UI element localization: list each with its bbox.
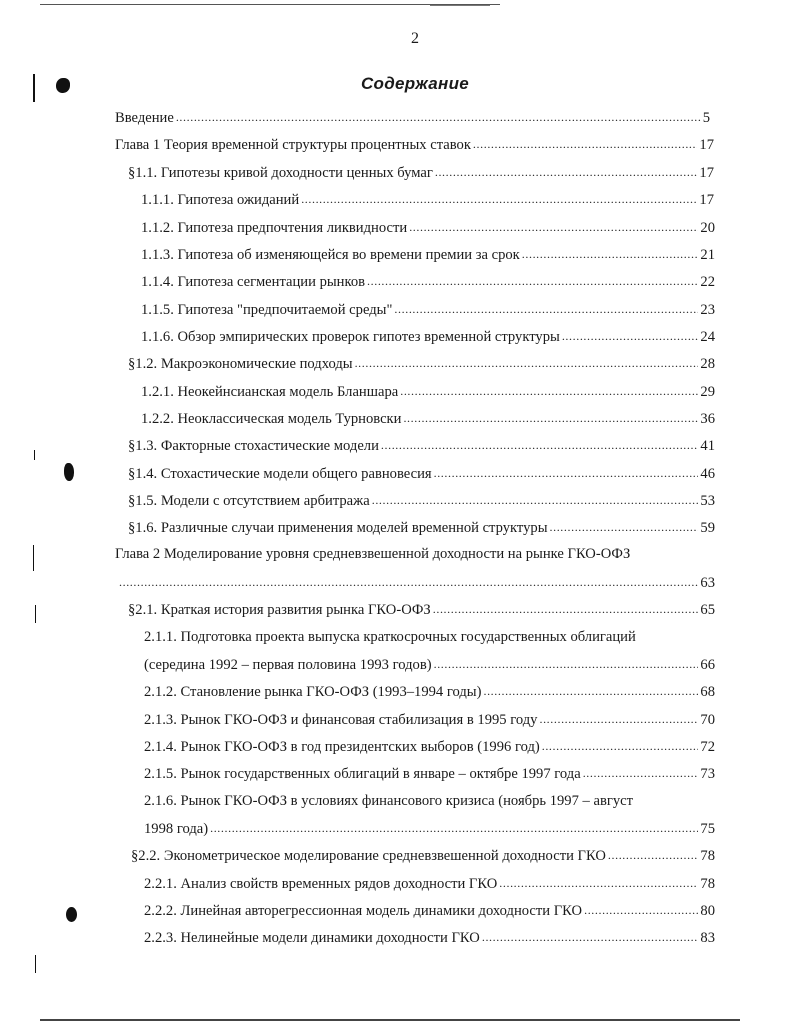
- scan-margin-line: [35, 955, 36, 973]
- toc-entry-label: 2.1.5. Рынок государственных облигаций в январе – октябре 1997 года: [144, 766, 581, 782]
- toc-leader-dots: [562, 327, 699, 341]
- toc-entry: [144, 737, 715, 756]
- toc-leader-dots: [434, 655, 699, 669]
- toc-entry-label: 2.2.2. Линейная авторегрессионная модель динамики доходности ГКО: [144, 903, 583, 919]
- toc-entry-label: 2.1.1. Подготовка проекта выпуска краткосрочных государственных облигаций: [144, 629, 636, 645]
- toc-entry: [128, 464, 715, 483]
- page-number: 2: [411, 30, 419, 47]
- toc-entry-label: 1.1.2. Гипотеза предпочтения ликвидности: [141, 220, 408, 236]
- toc-leader-dots: [435, 163, 698, 177]
- scan-margin-line: [35, 605, 36, 623]
- toc-entry: [128, 436, 715, 455]
- toc-entry-page: 73: [700, 766, 715, 782]
- toc-entry-label: 2.1.3. Рынок ГКО-ОФЗ и финансовая стабилизация в 1995 году: [144, 712, 538, 728]
- toc-entry-page: 41: [700, 438, 715, 454]
- toc-leader-dots: [584, 901, 698, 915]
- toc-entry-page: 68: [700, 684, 715, 700]
- toc-entry-label: §1.1. Гипотезы кривой доходности ценных бумаг: [128, 165, 433, 181]
- toc-entry-page: 21: [700, 247, 715, 263]
- toc-entry: [144, 655, 715, 674]
- toc-entry-page: 72: [700, 739, 715, 755]
- toc-entry: [141, 382, 715, 401]
- toc-entry-label: §1.6. Различные случаи применения моделей временной структуры: [128, 520, 548, 536]
- toc-leader-dots: [381, 436, 699, 450]
- toc-entry-page: 22: [700, 274, 715, 290]
- toc-entry: [141, 245, 715, 264]
- toc-leader-dots: [499, 874, 698, 888]
- toc-entry: [128, 600, 715, 619]
- toc-entry-label-continuation: 1998 года): [144, 821, 209, 837]
- toc-entry: [144, 928, 715, 947]
- toc-entry-label: Глава 1 Теория временной структуры процентных ставок: [115, 137, 471, 153]
- toc-entry-label: 2.1.2. Становление рынка ГКО-ОФЗ (1993–1994 годы): [144, 684, 482, 700]
- toc-leader-dots: [608, 846, 699, 860]
- toc-entry-page: 28: [700, 356, 715, 372]
- toc-entry-label: 1.1.4. Гипотеза сегментации рынков: [141, 274, 366, 290]
- toc-entry-page: 80: [700, 903, 715, 919]
- toc-leader-dots: [542, 737, 699, 751]
- toc-entry-label: 2.1.4. Рынок ГКО-ОФЗ в год президентских выборов (1996 год): [144, 739, 540, 755]
- toc-leader-dots: [550, 518, 699, 532]
- toc-entry: [131, 846, 715, 865]
- toc-entry-page: 23: [700, 302, 715, 318]
- toc-entry: [144, 682, 715, 701]
- toc-entry-label: §2.1. Краткая история развития рынка ГКО-ОФЗ: [128, 602, 431, 618]
- toc-leader-dots: [473, 135, 697, 149]
- toc-leader-dots: [433, 600, 699, 614]
- toc-entry-page: 63: [700, 575, 715, 591]
- toc-entry-page: 36: [700, 411, 715, 427]
- toc-entry-page: 46: [700, 466, 715, 482]
- toc-entry-label: Введение: [115, 110, 174, 126]
- toc-entry-label: 1.2.1. Неокейнсианская модель Бланшара: [141, 384, 399, 400]
- toc-entry: [141, 300, 715, 319]
- toc-entry: [141, 218, 715, 237]
- toc-entry-page: 5: [702, 110, 710, 126]
- toc-entry: [115, 135, 714, 154]
- toc-entry-page: 29: [700, 384, 715, 400]
- toc-entry-page: 24: [700, 329, 715, 345]
- toc-leader-dots: [409, 218, 698, 232]
- toc-entry-label: 2.2.3. Нелинейные модели динамики доходности ГКО: [144, 930, 480, 946]
- toc-entry-label: 1.1.6. Обзор эмпирических проверок гипотез временной структуры: [141, 329, 560, 345]
- toc-entry-page: 78: [700, 848, 715, 864]
- toc-title: Содержание: [360, 74, 470, 93]
- toc-leader-dots: [119, 573, 698, 587]
- toc-entry: [128, 163, 714, 182]
- toc-entry: [144, 764, 715, 783]
- toc-entry-page: 65: [700, 602, 715, 618]
- toc-entry-label: Глава 2 Моделирование уровня средневзвешенной доходности на рынке ГКО-ОФЗ: [115, 546, 631, 562]
- toc-entry-page: 78: [700, 876, 715, 892]
- toc-entry: [115, 108, 710, 127]
- toc-entry: [128, 354, 715, 373]
- toc-entry-page: 17: [699, 165, 714, 181]
- scan-edge-top-fragment: [430, 5, 490, 6]
- toc-entry-label: §1.5. Модели с отсутствием арбитража: [128, 493, 370, 509]
- toc-leader-dots: [400, 382, 698, 396]
- toc-leader-dots: [367, 272, 698, 286]
- toc-leader-dots: [372, 491, 699, 505]
- toc-entry-label-continuation: (середина 1992 – первая половина 1993 годов): [144, 657, 432, 673]
- scan-margin-line: [33, 545, 34, 571]
- toc-leader-dots: [301, 190, 697, 204]
- toc-leader-dots: [394, 300, 698, 314]
- toc-leader-dots: [482, 928, 699, 942]
- toc-leader-dots: [483, 682, 698, 696]
- toc-entry-page: 66: [700, 657, 715, 673]
- toc-entry-label: 2.1.6. Рынок ГКО-ОФЗ в условиях финансового кризиса (ноябрь 1997 – август: [144, 793, 633, 809]
- toc-entry-page: 83: [700, 930, 715, 946]
- toc-entry: [141, 409, 715, 428]
- toc-entry: [128, 518, 715, 537]
- toc-entry-label: §1.3. Факторные стохастические модели: [128, 438, 379, 454]
- toc-leader-dots: [403, 409, 698, 423]
- toc-entry-label: 2.2.1. Анализ свойств временных рядов доходности ГКО: [144, 876, 498, 892]
- toc-leader-dots: [355, 354, 699, 368]
- toc-entry-page: 59: [700, 520, 715, 536]
- toc-entry-label: §1.2. Макроэкономические подходы: [128, 356, 353, 372]
- scan-margin-line: [34, 450, 35, 460]
- toc-entry: [141, 272, 715, 291]
- toc-entry: [117, 573, 715, 592]
- toc-entry-label: §1.4. Стохастические модели общего равновесия: [128, 466, 432, 482]
- toc-leader-dots: [583, 764, 699, 778]
- toc-entry: [141, 190, 714, 209]
- toc-entry: [128, 491, 715, 510]
- toc-leader-dots: [539, 710, 698, 724]
- toc-leader-dots: [210, 819, 698, 833]
- scan-edge-bottom: [40, 1019, 740, 1021]
- toc-entry: [144, 710, 715, 729]
- toc-entry-page: 17: [699, 137, 714, 153]
- toc-entry-label: 1.1.1. Гипотеза ожиданий: [141, 192, 300, 208]
- toc-entry-label: 1.1.3. Гипотеза об изменяющейся во времени премии за срок: [141, 247, 520, 263]
- toc-entry-page: 20: [700, 220, 715, 236]
- punch-hole-mark: [64, 463, 74, 481]
- toc-leader-dots: [522, 245, 699, 259]
- toc-entry-label: 1.2.2. Неоклассическая модель Турновски: [141, 411, 402, 427]
- toc-entry-label: 1.1.5. Гипотеза "предпочитаемой среды": [141, 302, 393, 318]
- toc-entry-page: 75: [700, 821, 715, 837]
- toc-entry: [141, 327, 715, 346]
- toc-entry-page: 53: [700, 493, 715, 509]
- toc-entry-page: 70: [700, 712, 715, 728]
- toc-leader-dots: [434, 464, 699, 478]
- toc-entry-label: §2.2. Эконометрическое моделирование средневзвешенной доходности ГКО: [131, 848, 606, 864]
- toc-entry: [144, 874, 715, 893]
- toc-entry: [144, 901, 715, 920]
- toc-leader-dots: [176, 108, 701, 122]
- punch-hole-mark: [66, 907, 77, 922]
- toc-entry-page: 17: [699, 192, 714, 208]
- toc-entry: [144, 819, 715, 838]
